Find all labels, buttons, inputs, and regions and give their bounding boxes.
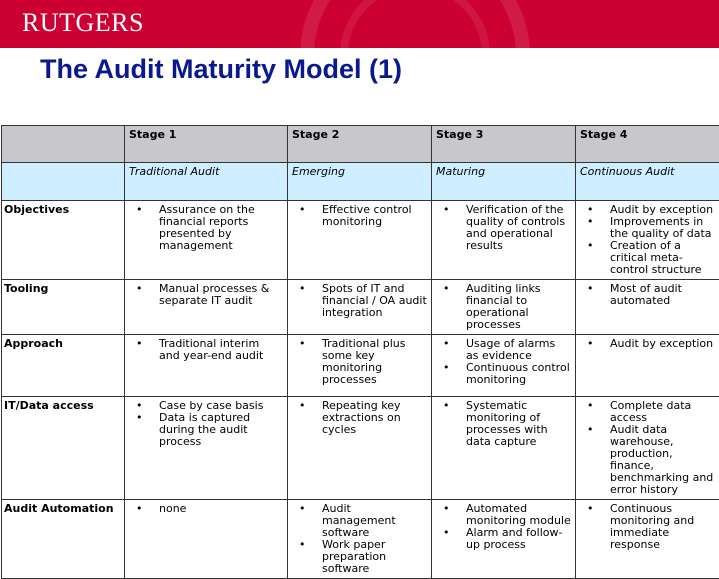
list-item: • Continuous control monitoring <box>466 362 571 386</box>
list-item: • Audit by exception <box>610 204 715 216</box>
subtitle-stage-1: Traditional Audit <box>125 163 288 201</box>
list-item: • Effective control monitoring <box>322 204 427 228</box>
table-cell <box>125 397 288 500</box>
table-cell <box>432 280 576 335</box>
list-item: • Verification of the quality of controls and operational results <box>466 204 571 252</box>
rutgers-logo: RUTGERS <box>22 8 144 38</box>
table-cell <box>288 201 432 280</box>
table-cell <box>125 280 288 335</box>
list-item: • Auditing links financial to operational processes <box>466 283 571 331</box>
list-item: • Most of audit automated <box>610 283 715 307</box>
table-row-tooling <box>2 280 719 335</box>
list-item: • Spots of IT and financial / OA audit integration <box>322 283 427 319</box>
table-row-audit-automation <box>2 500 719 579</box>
subtitle-stage-3: Maturing <box>432 163 576 201</box>
table-cell <box>432 201 576 280</box>
list-item: • Audit by exception <box>610 338 715 350</box>
list-item: • Manual processes & separate IT audit <box>159 283 283 307</box>
table-row-approach <box>2 335 719 397</box>
list-item: • Audit management software <box>322 503 427 539</box>
table-cell <box>576 500 719 579</box>
list-item: • Alarm and follow-up process <box>466 527 571 551</box>
header-corner-cell <box>2 126 125 163</box>
list-item: • Usage of alarms as evidence <box>466 338 571 362</box>
table-cell <box>288 397 432 500</box>
table-cell <box>288 335 432 397</box>
university-seal-inner-ring <box>340 0 490 48</box>
list-item: • Traditional interim and year-end audit <box>159 338 283 362</box>
table-subtitle-row <box>2 163 719 201</box>
table-cell <box>576 201 719 280</box>
list-item: • Data is captured during the audit process <box>159 412 283 448</box>
header-banner <box>0 0 719 48</box>
row-label: Objectives <box>2 201 125 280</box>
list-item: • none <box>159 503 283 515</box>
subtitle-corner-cell <box>2 163 125 201</box>
header-stage-3: Stage 3 <box>432 126 576 163</box>
slide-title: The Audit Maturity Model (1) <box>40 54 402 85</box>
table-cell <box>432 500 576 579</box>
table-row-objectives <box>2 201 719 280</box>
table-header-row <box>2 126 719 163</box>
list-item: • Continuous monitoring and immediate response <box>610 503 715 551</box>
list-item: • Systematic monitoring of processes with data capture <box>466 400 571 448</box>
table-cell <box>576 397 719 500</box>
table-cell <box>288 280 432 335</box>
list-item: • Creation of a critical meta-control structure <box>610 240 715 276</box>
list-item: • Work paper preparation software <box>322 539 427 575</box>
header-stage-4: Stage 4 <box>576 126 719 163</box>
list-item: • Improvements in the quality of data <box>610 216 715 240</box>
table-row-it-data-access <box>2 397 719 500</box>
row-label: Approach <box>2 335 125 397</box>
row-label: Audit Automation <box>2 500 125 579</box>
table-cell <box>288 500 432 579</box>
list-item: • Assurance on the financial reports presented by management <box>159 204 283 252</box>
list-item: • Case by case basis <box>159 400 283 412</box>
header-stage-1: Stage 1 <box>125 126 288 163</box>
row-label: Tooling <box>2 280 125 335</box>
header-stage-2: Stage 2 <box>288 126 432 163</box>
row-label: IT/Data access <box>2 397 125 500</box>
table-cell <box>125 201 288 280</box>
list-item: • Repeating key extractions on cycles <box>322 400 427 436</box>
table-cell <box>576 335 719 397</box>
list-item: • Traditional plus some key monitoring processes <box>322 338 427 386</box>
table-cell <box>125 335 288 397</box>
table-cell <box>432 335 576 397</box>
list-item: • Audit data warehouse, production, finance, benchmarking and error history <box>610 424 715 496</box>
subtitle-stage-2: Emerging <box>288 163 432 201</box>
subtitle-stage-4: Continuous Audit <box>576 163 719 201</box>
table-cell <box>576 280 719 335</box>
list-item: • Automated monitoring module <box>466 503 571 527</box>
table-cell <box>432 397 576 500</box>
list-item: • Complete data access <box>610 400 715 424</box>
table-cell <box>125 500 288 579</box>
maturity-model-table <box>1 125 719 579</box>
